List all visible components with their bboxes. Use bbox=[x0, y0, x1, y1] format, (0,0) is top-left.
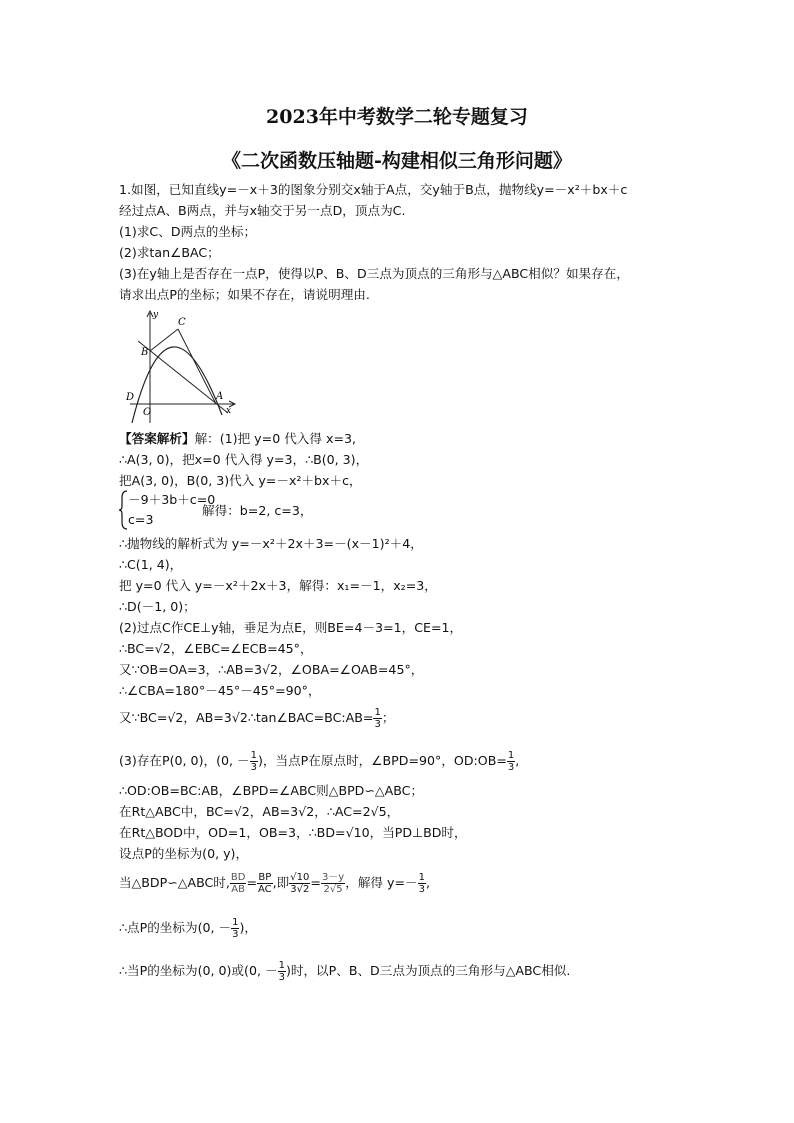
answer-line-6: 把 y=0 代入 y=－x²＋2x＋3，解得：x₁=－1，x₂=3， bbox=[119, 578, 437, 593]
system-eq-2: c=3 bbox=[128, 512, 154, 527]
frac-den: 3 bbox=[250, 762, 257, 773]
page-subtitle: 《二次函数压轴题-构建相似三角形问题》 bbox=[222, 150, 572, 172]
fraction-one-third bbox=[418, 872, 426, 895]
answer-text-13a: (3)存在P(0, 0)，(0, － bbox=[119, 753, 250, 768]
fraction-3-y bbox=[321, 872, 345, 895]
answer-text-18b: ,即 bbox=[272, 875, 290, 890]
frac-num: 1 bbox=[418, 872, 425, 883]
segment-bc bbox=[150, 329, 178, 351]
answer-line-4: ∴抛物线的解析式为 y=－x²＋2x＋3=－(x－1)²＋4， bbox=[119, 536, 423, 551]
fraction-one-third bbox=[250, 750, 258, 773]
frac-num: 1 bbox=[232, 917, 239, 928]
answer-text-19b: )， bbox=[239, 920, 257, 935]
answer-text-12b: ； bbox=[381, 710, 395, 725]
answer-tag: 【答案解析】 bbox=[119, 431, 195, 446]
problem-line-5: (3)在y轴上是否存在一点P，使得以P、B、D三点为顶点的三角形与△ABC相似？如果存在， bbox=[119, 266, 629, 281]
answer-text-13b: )，当点P在原点时，∠BPD=90°，OD:OB= bbox=[257, 753, 507, 768]
segment-ca bbox=[178, 329, 216, 404]
answer-text-18d: , bbox=[425, 875, 430, 890]
answer-line-5: ∴C(1, 4)， bbox=[119, 557, 183, 572]
frac-den: 3 bbox=[232, 929, 239, 940]
label-y: y bbox=[153, 310, 159, 320]
system-solution: 解得：b=2, c=3， bbox=[202, 503, 313, 518]
frac-den: 3√2 bbox=[290, 884, 310, 895]
answer-line-12 bbox=[119, 707, 394, 730]
answer-text-1: 解：(1)把 y=0 代入得 x=3, bbox=[194, 431, 357, 446]
system-eq-1: －9＋3b＋c=0 bbox=[128, 492, 216, 507]
equals-sign: = bbox=[310, 875, 321, 890]
fraction-bp-ac bbox=[257, 872, 273, 895]
fraction-one-third bbox=[507, 750, 515, 773]
frac-num: 1 bbox=[250, 750, 257, 761]
label-d: D bbox=[126, 392, 135, 403]
frac-num: 3－y bbox=[321, 872, 345, 883]
frac-den: 3 bbox=[374, 719, 381, 730]
fraction-bd-ab bbox=[230, 872, 247, 895]
fraction-sqrt10 bbox=[289, 872, 310, 895]
answer-text-19a: ∴点P的坐标为(0, － bbox=[119, 920, 232, 935]
frac-num: BP bbox=[258, 872, 272, 883]
answer-line-2: ∴A(3, 0)，把x=0 代入得 y=3，∴B(0, 3)， bbox=[119, 452, 369, 467]
frac-num: 1 bbox=[374, 707, 381, 718]
answer-line-18 bbox=[119, 872, 430, 895]
answer-line-7: ∴D(－1, 0)； bbox=[119, 599, 196, 614]
answer-text-13c: , bbox=[515, 753, 520, 768]
frac-num: BD bbox=[230, 872, 246, 883]
fraction-one-third bbox=[373, 707, 381, 730]
answer-text-12a: 又∵BC=√2，AB=3√2∴tan∠BAC=BC:AB= bbox=[119, 710, 374, 725]
frac-num: √10 bbox=[290, 872, 310, 883]
frac-den: AC bbox=[258, 884, 272, 895]
problem-line-1: 1.如图，已知直线y=－x＋3的图象分别交x轴于A点，交y轴于B点，抛物线y=－x²＋bx＋c bbox=[119, 182, 628, 197]
answer-line-19 bbox=[119, 917, 257, 940]
answer-text-18c: ，解得 y=－ bbox=[345, 875, 418, 890]
frac-den: 2√5 bbox=[323, 884, 343, 895]
answer-line-9: ∴BC=√2，∠EBC=∠ECB=45°， bbox=[119, 641, 313, 656]
problem-line-4: (2)求tan∠BAC； bbox=[119, 245, 220, 260]
answer-line-10: 又∵OB=OA=3，∴AB=3√2，∠OBA=∠OAB=45°， bbox=[119, 662, 424, 677]
problem-line-2: 经过点A、B两点，并与x轴交于另一点D，顶点为C. bbox=[119, 203, 406, 218]
frac-den: 3 bbox=[418, 884, 425, 895]
label-o: O bbox=[143, 407, 152, 418]
line-ab bbox=[138, 341, 228, 413]
label-c: C bbox=[178, 317, 186, 328]
equation-brace bbox=[118, 490, 128, 530]
frac-den: 3 bbox=[278, 972, 285, 983]
label-b: B bbox=[141, 347, 149, 358]
answer-line-3: 把A(3, 0)，B(0, 3)代入 y=－x²＋bx＋c， bbox=[119, 473, 362, 488]
answer-text-18a: 当△BDP∽△ABC时, bbox=[119, 875, 230, 890]
answer-line-8: (2)过点C作CE⊥y轴，垂足为点E，则BE=4－3=1，CE=1， bbox=[119, 620, 463, 635]
answer-line-13 bbox=[119, 750, 519, 773]
answer-line-1 bbox=[119, 431, 356, 447]
frac-den: 3 bbox=[507, 762, 515, 773]
frac-den: AB bbox=[231, 884, 245, 895]
equals-sign: = bbox=[246, 875, 257, 890]
problem-line-6: 请求出点P的坐标；如果不存在，请说明理由. bbox=[119, 287, 370, 302]
parabola-figure bbox=[124, 305, 242, 427]
answer-line-20 bbox=[119, 960, 570, 983]
answer-line-16: 在Rt△BOD中，OD=1，OB=3，∴BD=√10，当PD⊥BD时， bbox=[119, 825, 467, 840]
fraction-one-third bbox=[278, 960, 286, 983]
answer-line-14: ∴OD:OB=BC:AB，∠BPD=∠ABC则△BPD∽△ABC； bbox=[119, 783, 424, 798]
frac-num: 1 bbox=[278, 960, 285, 971]
label-x: x bbox=[226, 406, 232, 416]
answer-line-17: 设点P的坐标为(0, y)， bbox=[119, 846, 249, 861]
answer-line-11: ∴∠CBA=180°－45°－45°=90°， bbox=[119, 683, 321, 698]
page-title: 2023年中考数学二轮专题复习 bbox=[266, 106, 528, 128]
answer-text-20a: ∴当P的坐标为(0, 0)或(0, － bbox=[119, 963, 278, 978]
answer-text-20b: )时，以P、B、D三点为顶点的三角形与△ABC相似. bbox=[285, 963, 571, 978]
frac-num: 1 bbox=[507, 750, 515, 761]
answer-line-15: 在Rt△ABC中，BC=√2，AB=3√2，∴AC=2√5， bbox=[119, 804, 400, 819]
label-a: A bbox=[216, 391, 224, 402]
problem-line-3: (1)求C、D两点的坐标； bbox=[119, 224, 257, 239]
